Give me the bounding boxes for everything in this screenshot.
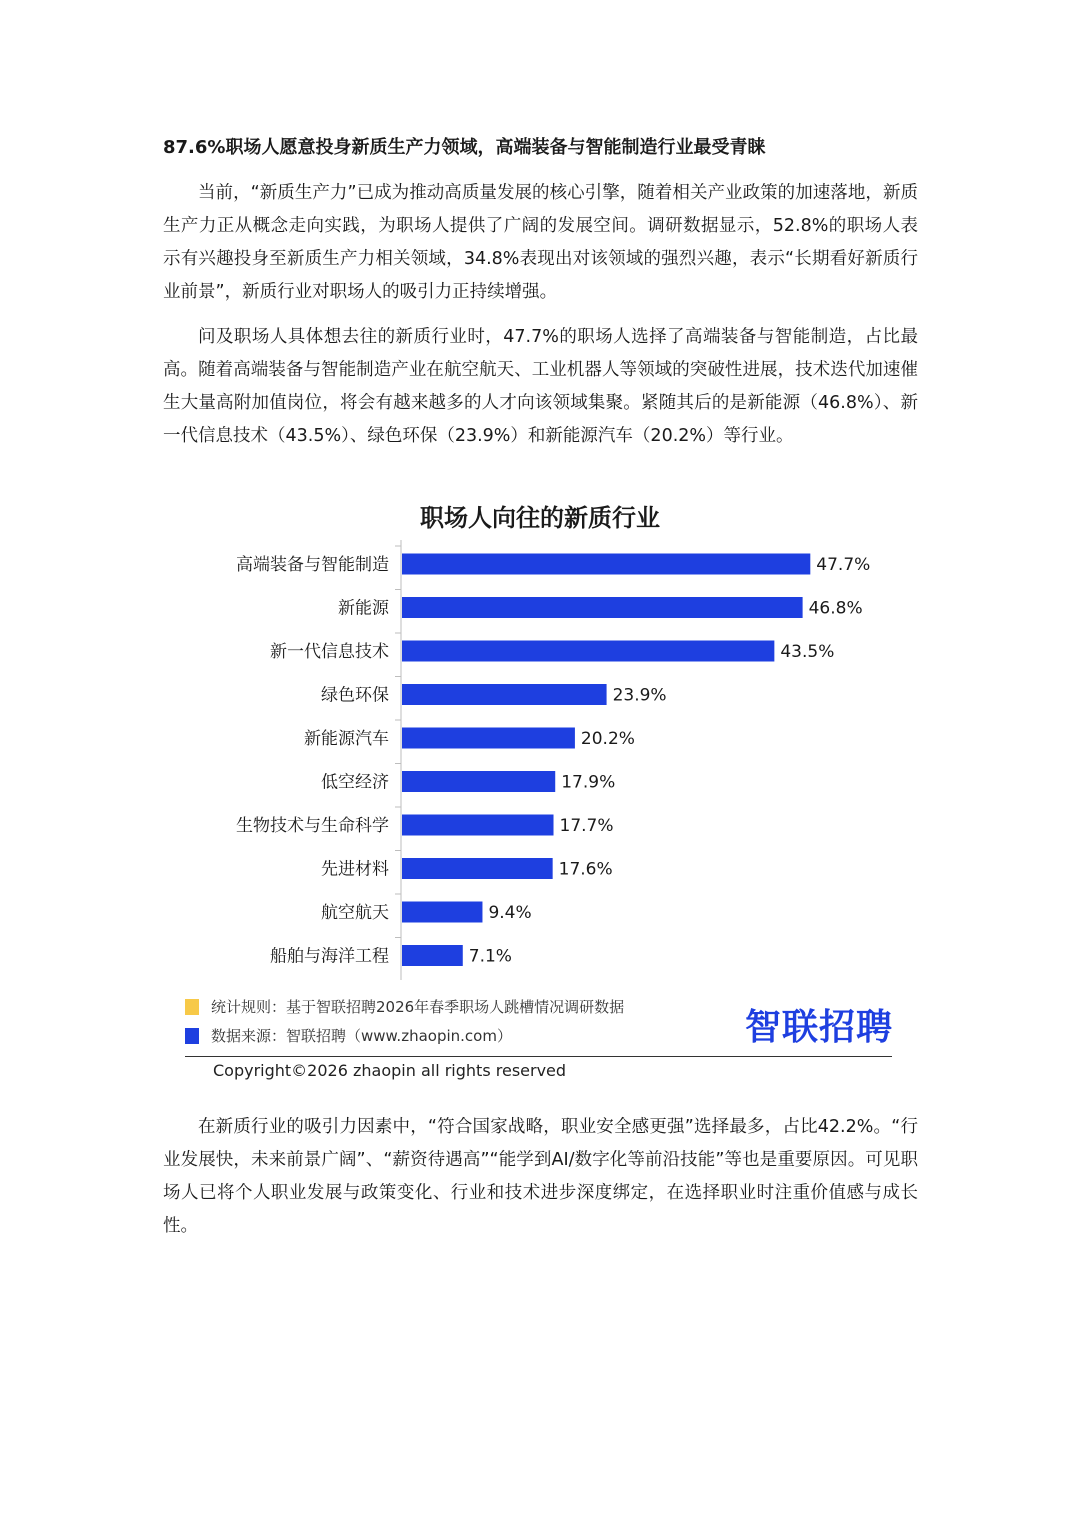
zhaopin-logo: 智联招聘 xyxy=(745,1007,894,1048)
legend-rule xyxy=(185,996,624,1018)
bar xyxy=(402,641,774,662)
chart-title: 职场人向往的新质行业 xyxy=(420,504,660,532)
legend-rule-text: 统计规则：基于智联招聘2026年春季职场人跳槽情况调研数据 xyxy=(211,998,625,1016)
legend-source xyxy=(185,1025,512,1047)
copyright-text: Copyright©2026 zhaopin all rights reserved xyxy=(213,1061,567,1080)
bar-chart xyxy=(0,540,1080,980)
category-label: 新一代信息技术 xyxy=(270,642,389,662)
bar xyxy=(402,858,553,879)
category-label: 航空航天 xyxy=(321,903,389,923)
paragraph-1: 当前，“新质生产力”已成为推动高质量发展的核心引擎，随着相关产业政策的加速落地，新质生产力正从概念走向实践，为职场人提供了广阔的发展空间。调研数据显示，52.8%的职场人表示有兴趣投身至新质生产力相关领域，34.8%表现出对该领域的强烈兴趣，表示“长期看好新质行业前景”，新质行业对职场人的吸引力正持续增强。 xyxy=(163,183,918,302)
value-label: 7.1% xyxy=(468,946,512,967)
bar xyxy=(402,597,803,618)
bar xyxy=(402,728,575,749)
legend-swatch-blue xyxy=(185,1028,199,1044)
footer-divider xyxy=(185,1056,892,1057)
category-label: 生物技术与生命科学 xyxy=(236,816,389,836)
value-label: 17.9% xyxy=(561,772,616,793)
bar xyxy=(402,771,555,792)
category-label: 绿色环保 xyxy=(321,685,389,706)
category-label: 先进材料 xyxy=(321,859,389,880)
category-label: 船舶与海洋工程 xyxy=(270,946,389,967)
bar xyxy=(402,902,482,923)
paragraph-3: 在新质行业的吸引力因素中，“符合国家战略，职业安全感更强”选择最多，占比42.2%。“行业发展快，未来前景广阔”、“薪资待遇高”“能学到AI/数字化等前沿技能”等也是重要原因。可见职场人已将个人职业发展与政策变化、行业和技术进步深度绑定，在选择职业时注重价值感与成长性。 xyxy=(163,1117,918,1236)
bar xyxy=(402,684,607,705)
value-label: 20.2% xyxy=(580,729,635,749)
value-label: 46.8% xyxy=(808,598,863,619)
category-label: 低空经济 xyxy=(321,772,389,793)
value-label: 23.9% xyxy=(612,685,667,706)
bar xyxy=(402,554,810,575)
category-label: 新能源 xyxy=(338,598,389,619)
legend-source-text: 数据来源：智联招聘（www.zhaopin.com） xyxy=(211,1027,512,1045)
section-title: 87.6%职场人愿意投身新质生产力领域，高端装备与智能制造行业最受青睐 xyxy=(163,137,766,158)
category-label: 高端装备与智能制造 xyxy=(236,555,389,575)
value-label: 17.6% xyxy=(558,859,613,880)
bar xyxy=(402,945,463,966)
legend-swatch-yellow xyxy=(185,999,199,1015)
category-label: 新能源汽车 xyxy=(304,729,389,749)
value-label: 17.7% xyxy=(559,816,614,836)
value-label: 47.7% xyxy=(816,555,871,575)
paragraph-2: 问及职场人具体想去往的新质行业时，47.7%的职场人选择了高端装备与智能制造，占比最高。随着高端装备与智能制造产业在航空航天、工业机器人等领域的突破性进展，技术迭代加速催生大量高附加值岗位，将会有越来越多的人才向该领域集聚。紧随其后的是新能源（46.8%）、新一代信息技术（43.5%）、绿色环保（23.9%）和新能源汽车（20.2%）等行业。 xyxy=(163,327,918,446)
value-label: 9.4% xyxy=(488,903,532,923)
value-label: 43.5% xyxy=(780,642,835,662)
bar xyxy=(402,815,554,836)
